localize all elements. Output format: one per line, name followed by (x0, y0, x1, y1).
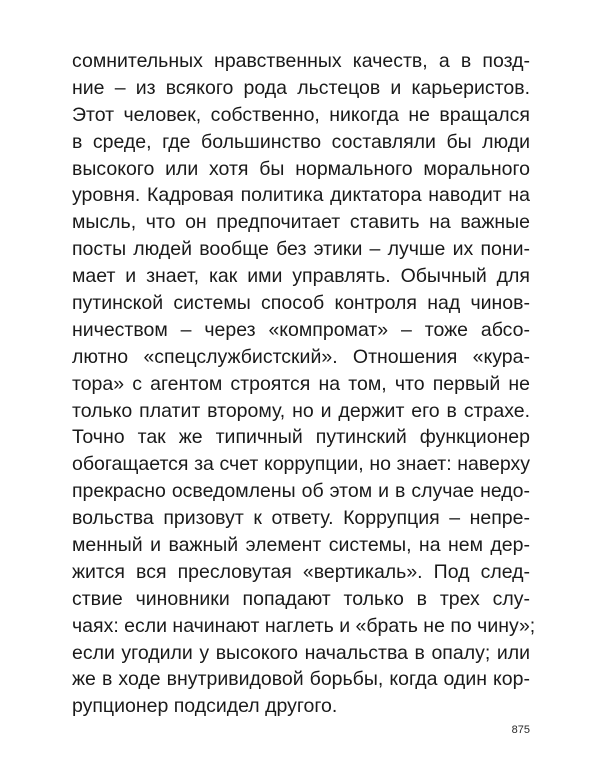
text-line: вольства призовут к ответу. Коррупция – непре- (72, 507, 530, 530)
text-line: чаях: если начинают наглеть и «брать не по чину»; (72, 614, 536, 637)
text-line: высокого или хотя бы нормального морального (72, 157, 530, 180)
text-line: обогащается за счет коррупции, но знает: наверху (72, 453, 530, 476)
text-line: путинской системы способ контроля над чинов- (72, 292, 530, 315)
text-line: Этот человек, собственно, никогда не вращался (72, 103, 530, 126)
text-line: если угодили у высокого начальства в опалу; или (72, 641, 530, 664)
text-line: посты людей вообще без этики – лучше их пони- (72, 238, 530, 261)
text-line: уровня. Кадровая политика диктатора наводит на (72, 184, 530, 207)
text-line: мысль, что он предпочитает ставить на важные (72, 211, 530, 234)
text-line: менный и важный элемент системы, на нем дер- (72, 534, 530, 557)
text-line: тора» с агентом строятся на том, что первый не (72, 372, 530, 395)
text-line: лютно «спецслужбистский». Отношения «кура- (72, 345, 530, 368)
text-line: мает и знает, как ими управлять. Обычный для (72, 265, 530, 288)
text-line: прекрасно осведомлены об этом и в случае недо- (72, 480, 530, 503)
text-line: же в ходе внутривидовой борьбы, когда один кор- (72, 668, 530, 691)
text-line: Точно так же типичный путинский функционер (72, 426, 530, 449)
text-line: ние – из всякого рода льстецов и карьеристов. (72, 76, 530, 99)
text-line: только платит второму, но и держит его в страхе. (72, 399, 530, 422)
text-line: ствие чиновники попадают только в трех слу- (72, 587, 530, 610)
text-line: ничеством – через «компромат» – тоже абсо- (72, 318, 530, 341)
page-number: 875 (511, 724, 530, 736)
text-line: в среде, где большинство составляли бы люди (72, 130, 530, 153)
body-text (72, 48, 536, 720)
text-line: рупционер подсидел другого. (72, 695, 338, 718)
text-line: сомнительных нравственных качеств, а в позд- (72, 50, 530, 72)
text-line: жится вся пресловутая «вертикаль». Под след- (72, 560, 530, 583)
